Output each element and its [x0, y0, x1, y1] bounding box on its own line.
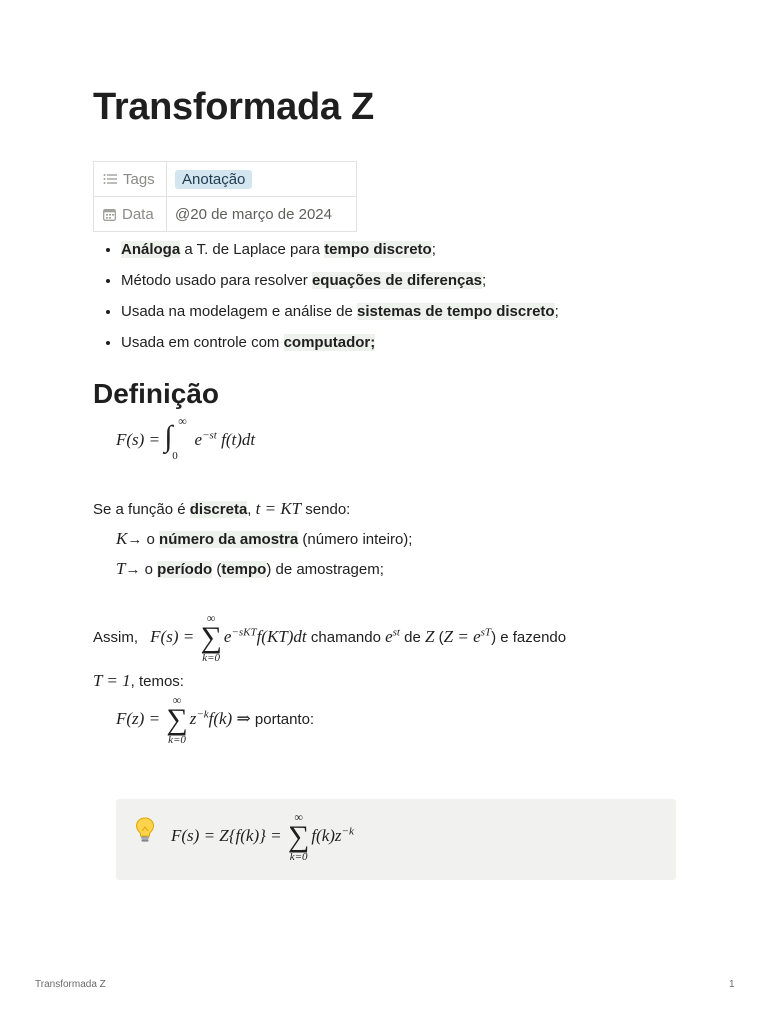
derivation-continue: [93, 671, 184, 691]
lightbulb-icon: [135, 817, 155, 843]
implies-symbol: ⇒: [236, 708, 251, 728]
property-key-date: [94, 197, 167, 231]
property-row-tags: [94, 162, 356, 196]
highlight-text: sistemas de tempo discreto: [357, 303, 555, 320]
text: portanto:: [250, 710, 315, 728]
derivation-equation: F(s) = ∞ ∑ k=0 $e^{-sKT}f(KT)dt$: [150, 611, 307, 664]
highlight-text: discreta: [189, 501, 248, 518]
list-item-text: ;: [554, 303, 559, 320]
k-definition: [116, 529, 412, 549]
equation-rhs: f(k): [208, 708, 233, 728]
tag-badge[interactable]: Anotação: [175, 170, 252, 189]
text: (: [212, 561, 222, 578]
property-key-tags: [94, 162, 167, 196]
highlight-text: computador;: [283, 334, 376, 351]
highlight-text: equações de diferenças: [311, 272, 483, 289]
list-item: [121, 300, 741, 331]
inline-math: t = KT: [255, 499, 302, 518]
text: (número inteiro);: [298, 531, 413, 548]
text: Se a função é: [93, 501, 190, 518]
property-value-date[interactable]: @20 de março de 2024: [175, 205, 332, 223]
text: chamando: [310, 628, 386, 646]
z-transform-equation: F(z) = ∞ ∑ k=0 $z^{-k}f(k)$: [116, 693, 233, 746]
bullet-list: [93, 238, 741, 362]
list-item: [121, 238, 741, 269]
text: (: [434, 628, 444, 646]
page-title: Transformada Z: [93, 86, 374, 128]
laplace-equation: [116, 414, 256, 462]
highlight-text: tempo discreto: [324, 241, 432, 258]
equation-lhs: F(s) =: [116, 429, 161, 449]
text: → o: [127, 531, 160, 548]
text: ) e fazendo: [491, 628, 567, 646]
sum-lower-limit: k=0: [289, 851, 308, 863]
sum-lower-limit: k=0: [202, 652, 221, 664]
footer-title: Transformada Z: [35, 979, 106, 990]
sum-upper-limit: ∞: [206, 611, 216, 625]
callout-box: [116, 799, 676, 880]
integral-upper-limit: ∞: [178, 414, 187, 428]
inline-math: Z: [425, 626, 435, 646]
text: Assim,: [93, 628, 138, 646]
t-definition: [116, 559, 384, 579]
equation-rhs: f(k)z: [311, 825, 342, 845]
property-key-label: Data: [122, 205, 154, 223]
list-item-text: Método usado para resolver: [121, 272, 312, 289]
list-item: [121, 331, 741, 362]
integral-lower-limit: 0: [172, 450, 178, 462]
exponential-term: $e^{-st}$: [194, 429, 217, 449]
section-heading-definition: Definição: [93, 378, 220, 409]
discrete-intro: [93, 499, 350, 519]
list-item-text: Usada em controle com: [121, 334, 284, 351]
property-key-label: Tags: [123, 170, 155, 188]
text: → o: [125, 561, 158, 578]
calendar-icon: [103, 208, 116, 221]
property-row-date: [94, 196, 356, 231]
list-icon: [103, 173, 117, 185]
equation-lhs: F(z) =: [116, 708, 161, 728]
inline-math: T: [116, 559, 126, 578]
equation-rhs: f(t)dt: [221, 429, 256, 449]
text: de: [400, 628, 426, 646]
highlight-text: tempo: [221, 561, 267, 578]
sum-upper-limit: ∞: [294, 810, 303, 824]
summation-symbol: ∞ ∑ k=0: [200, 611, 222, 664]
z-transform-line: [116, 694, 314, 746]
equation-lhs: F(s) =: [150, 626, 195, 646]
sum-lower-limit: k=0: [168, 734, 186, 746]
text: sendo:: [301, 501, 351, 518]
equation-lhs: F(s) = Z{f(k)} =: [171, 825, 282, 845]
derivation-line: [93, 612, 566, 664]
highlight-text: período: [157, 561, 213, 578]
text: ) de amostragem;: [266, 561, 384, 578]
list-item-text: ;: [431, 241, 436, 258]
page-number: 1: [729, 979, 735, 990]
summation-symbol: ∞ ∑ k=0: [287, 810, 310, 863]
text: ,: [247, 501, 256, 518]
inline-math: K: [116, 529, 128, 548]
highlight-text: Análoga: [121, 241, 181, 258]
sum-upper-limit: ∞: [172, 693, 182, 707]
inline-math: $Z = e^{sT}$: [443, 626, 492, 646]
inline-math: $e^{st}$: [385, 626, 400, 646]
list-item-text: ;: [482, 272, 487, 289]
property-value-tags[interactable]: [167, 170, 252, 189]
integral-symbol: ∫ ∞ 0: [164, 414, 187, 462]
equation-rhs: f(KT)dt: [256, 626, 307, 646]
summation-symbol: ∞ ∑ k=0: [166, 693, 188, 746]
properties-table: [93, 161, 357, 232]
highlight-text: número da amostra: [159, 531, 299, 548]
callout-equation: F(s) = Z{f(k)} = ∞ ∑ k=0 $f(k)z^{-k}$: [171, 810, 354, 863]
inline-math: T = 1: [93, 671, 131, 690]
list-item-text: a T. de Laplace para: [180, 241, 325, 258]
list-item-text: Usada na modelagem e análise de: [121, 303, 357, 320]
list-item: [121, 269, 741, 300]
text: , temos:: [130, 673, 184, 690]
